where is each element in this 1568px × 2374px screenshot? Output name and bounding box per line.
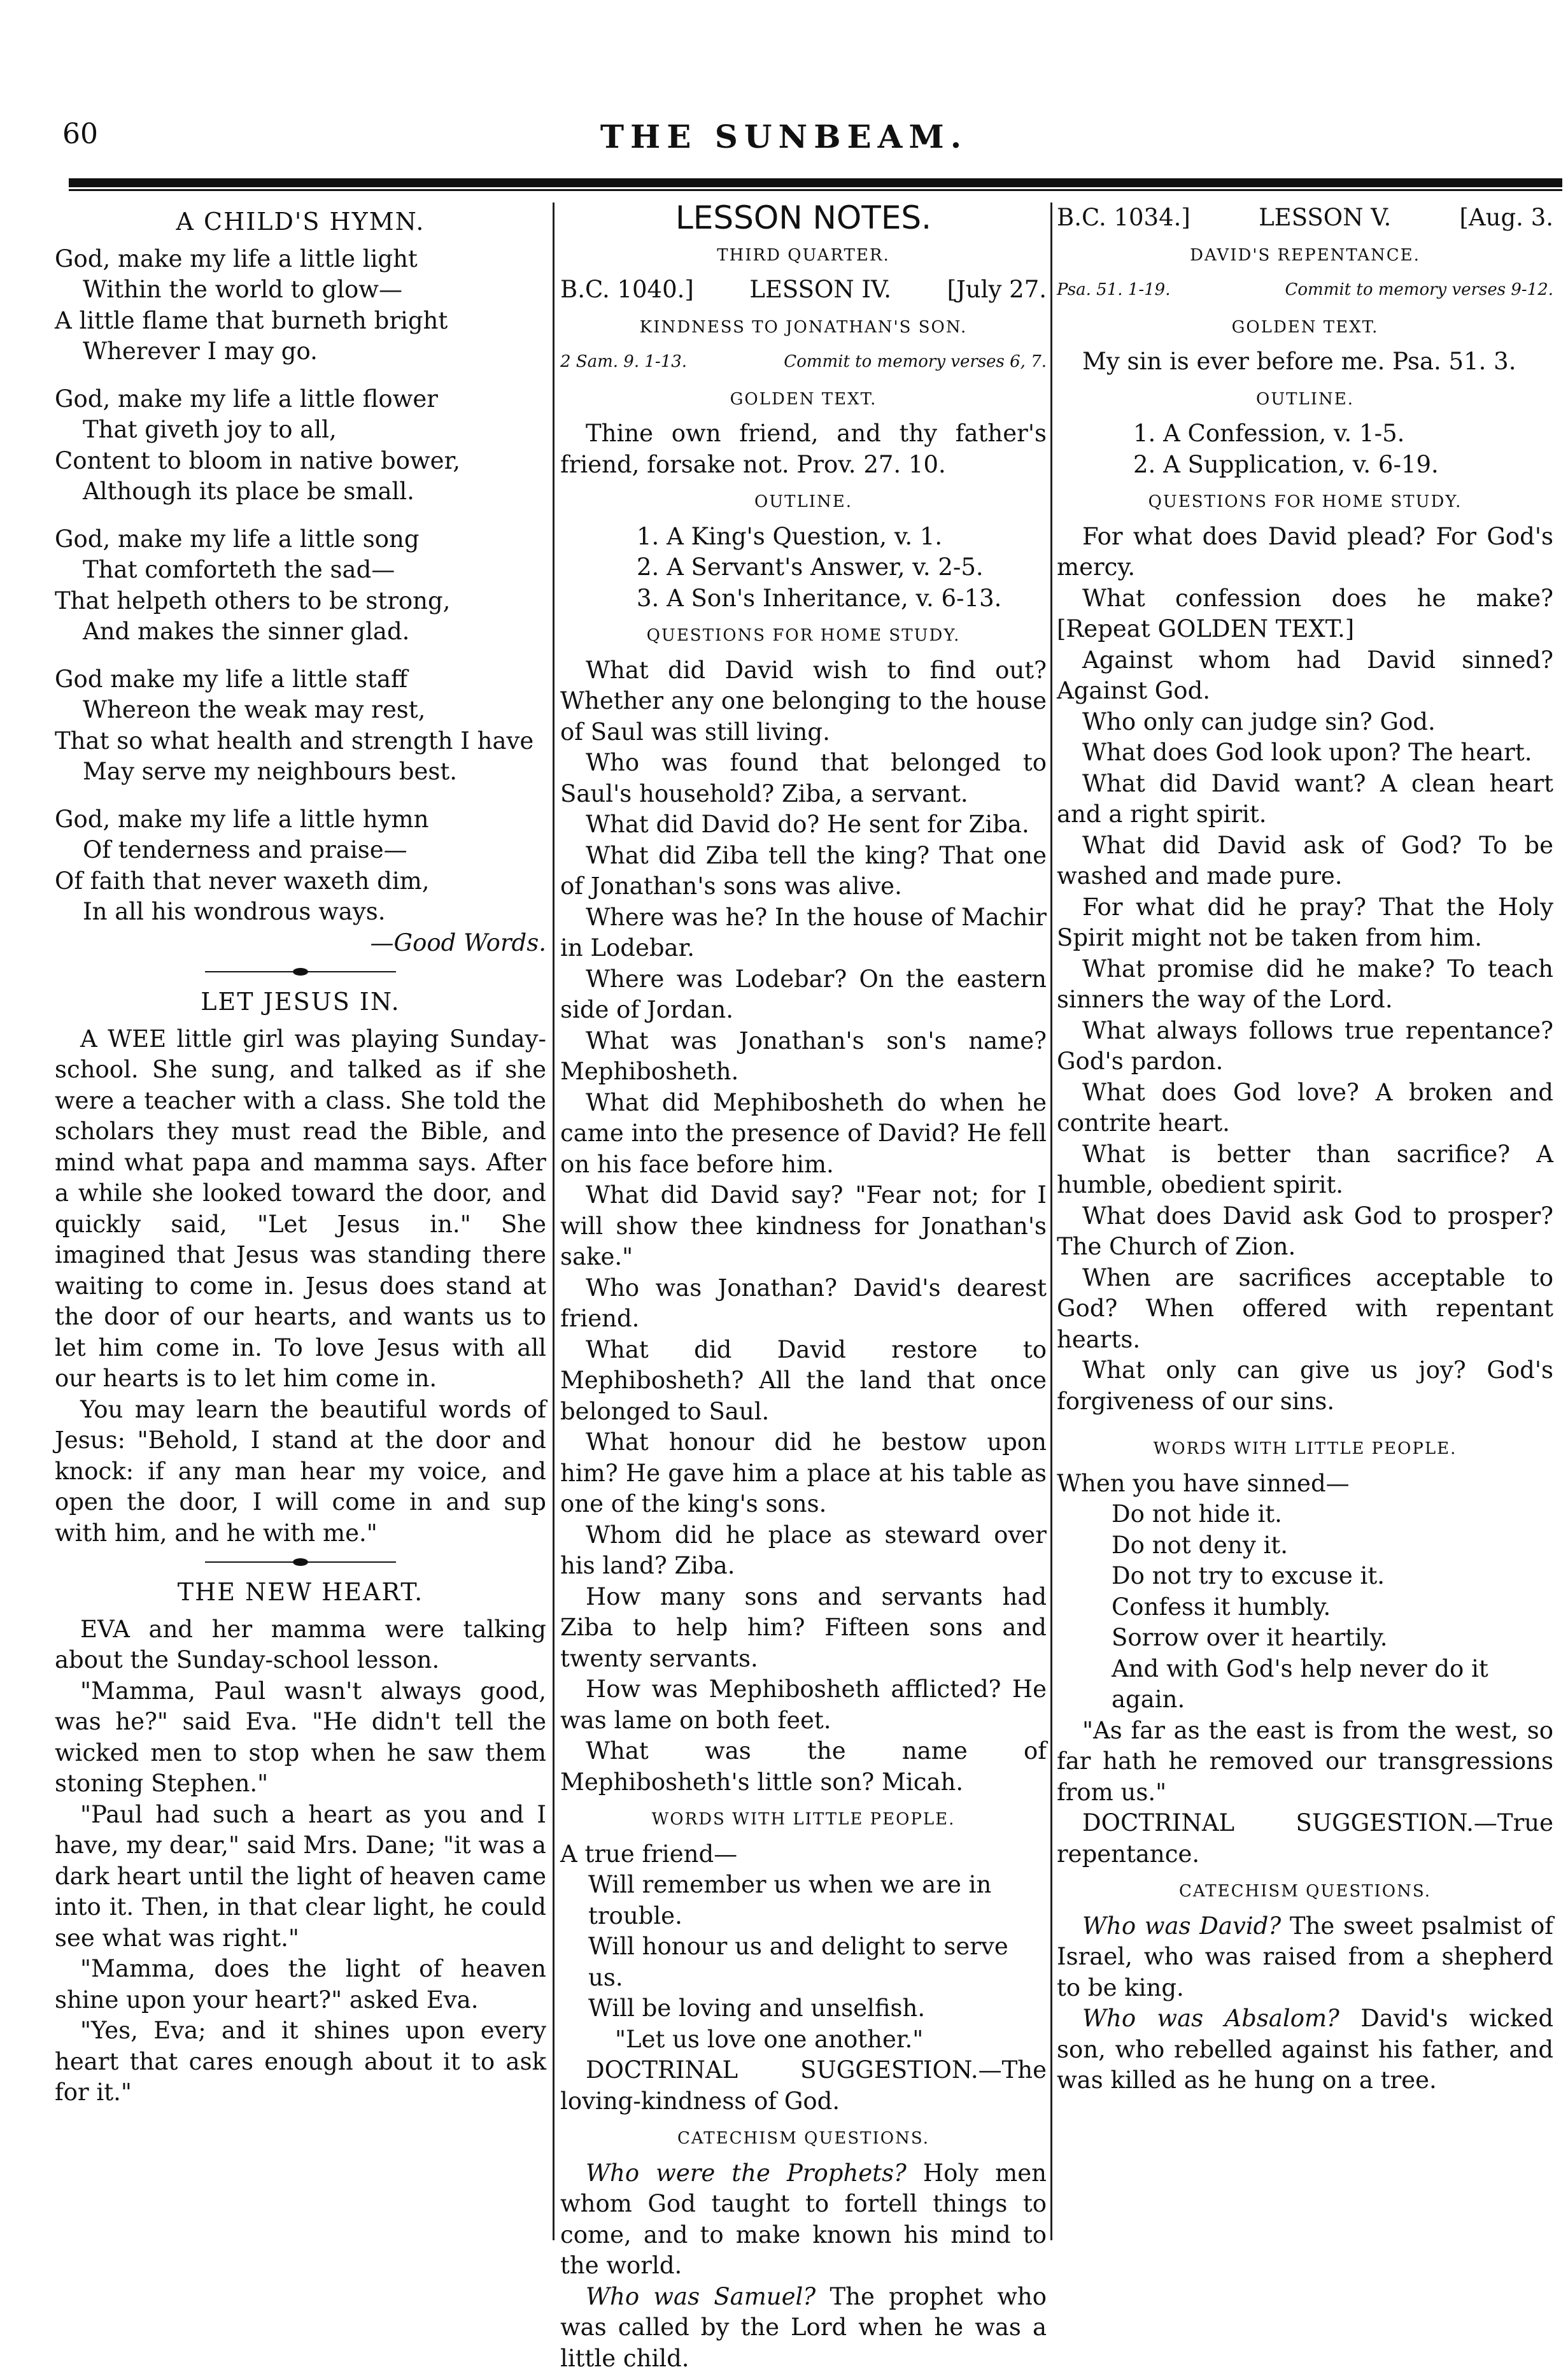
outline-item: 3. A Son's Inheritance, v. 6-13.	[637, 583, 1047, 615]
question: Where was he? In the house of Machir in Lodebar.	[560, 902, 1047, 964]
catechism-question: Who was David?	[1082, 1912, 1281, 1940]
story-paragraph: You may learn the beautiful words of Jesus: "Behold, I stand at the door and knock: if any man hear my voice, and open the door, I will come in and sup with him, and he with me."	[55, 1395, 546, 1549]
story-paragraph: "Paul had such a heart as you and I have, my dear," said Mrs. Dane; "it was a dark heart until the light of heaven came into it. Then, in that clear light, he could see what was right."	[55, 1800, 546, 1954]
story-title: LET JESUS IN.	[55, 986, 546, 1018]
question: What did David want? A clean heart and a right spirit.	[1057, 769, 1553, 830]
hymn-line: And makes the sinner glad.	[55, 616, 546, 648]
catechism-label: CATECHISM QUESTIONS.	[1057, 1876, 1553, 1907]
section-separator	[205, 1561, 396, 1563]
catechism-label: CATECHISM QUESTIONS.	[560, 2123, 1047, 2154]
header-rule	[69, 178, 1562, 187]
catechism-item	[1057, 1911, 1553, 2004]
hymn-line: God, make my life a little song	[55, 524, 546, 555]
question: How many sons and servants had Ziba to help him? Fifteen sons and twenty servants.	[560, 1582, 1047, 1675]
catechism-question: Who were the Prophets?	[586, 2159, 907, 2187]
question: What was the name of Mephibosheth's little son? Micah.	[560, 1736, 1047, 1798]
lesson-header	[560, 274, 1047, 306]
question: What did David say? "Fear not; for I will show thee kindness for Jonathan's sake."	[560, 1180, 1047, 1273]
question: What did David wish to find out? Whether any one belonging to the house of Saul was still living.	[560, 655, 1047, 748]
hymn-line: That so what health and strength I have	[55, 726, 546, 757]
question: Who was found that belonged to Saul's household? Ziba, a servant.	[560, 748, 1047, 809]
question: What is better than sacrifice? A humble, obedient spirit.	[1057, 1139, 1553, 1201]
words-line: Do not hide it.	[1057, 1499, 1553, 1530]
story-title: THE NEW HEART.	[55, 1577, 546, 1608]
column-divider	[553, 203, 554, 2240]
catechism-item	[560, 2158, 1047, 2282]
hymn-line: Wherever I may go.	[55, 336, 546, 367]
hymn-stanza	[55, 524, 546, 648]
story-paragraph: "Mamma, Paul wasn't always good, was he?" said Eva. "He didn't tell the wicked men to stop when he saw them stoning Stephen."	[55, 1676, 546, 1800]
hymn-line: Of tenderness and praise—	[55, 835, 546, 866]
question: What does David ask God to prosper? The Church of Zion.	[1057, 1201, 1553, 1263]
question: What did David restore to Mephibosheth? All the land that once belonged to Saul.	[560, 1335, 1047, 1428]
lesson-number: LESSON IV.	[749, 274, 891, 306]
words-intro: When you have sinned—	[1057, 1468, 1553, 1500]
outline-list	[560, 522, 1047, 615]
scripture-passage: 2 Sam. 9. 1-13.	[560, 346, 687, 378]
golden-text-label: GOLDEN TEXT.	[1057, 312, 1553, 343]
hymn-line: God, make my life a little flower	[55, 384, 546, 415]
lesson-subject: KINDNESS TO JONATHAN'S SON.	[560, 312, 1047, 343]
memory-verses: Commit to memory verses 6, 7.	[784, 346, 1047, 378]
question: What did Ziba tell the king? That one of Jonathan's sons was alive.	[560, 841, 1047, 902]
memory-verses: Commit to memory verses 9-12.	[1285, 274, 1554, 306]
question: When are sacrifices acceptable to God? When offered with repentant hearts.	[1057, 1263, 1553, 1356]
outline-item: 2. A Servant's Answer, v. 2-5.	[637, 552, 1047, 583]
catechism-answer: The prophet who was called by the Lord when he was a little child.	[560, 2283, 1047, 2372]
words-line: "Let us love one another."	[560, 2024, 1047, 2056]
column-right	[1057, 203, 1553, 2096]
question: What does God love? A broken and contrite heart.	[1057, 1077, 1553, 1139]
lesson-day: [Aug. 3.	[1460, 203, 1554, 234]
hymn-line: Whereon the weak may rest,	[55, 695, 546, 726]
catechism-item	[560, 2282, 1047, 2374]
question: Whom did he place as steward over his land? Ziba.	[560, 1520, 1047, 1582]
question: What does God look upon? The heart.	[1057, 737, 1553, 769]
lesson-number: LESSON V.	[1259, 203, 1391, 234]
lesson-date: B.C. 1034.]	[1057, 203, 1190, 234]
question: What did Mephibosheth do when he came into the presence of David? He fell on his face before him.	[560, 1088, 1047, 1181]
story-paragraph: "Mamma, does the light of heaven shine upon your heart?" asked Eva.	[55, 1954, 546, 2015]
scripture-reference	[560, 346, 1047, 378]
words-label: WORDS WITH LITTLE PEOPLE.	[560, 1804, 1047, 1835]
hymn	[55, 244, 546, 959]
outline-label: OUTLINE.	[560, 487, 1047, 518]
doctrinal-suggestion: DOCTRINAL SUGGESTION.—True repentance.	[1057, 1808, 1553, 1870]
hymn-line: God, make my life a little light	[55, 244, 546, 275]
hymn-line: That helpeth others to be strong,	[55, 586, 546, 617]
question: For what did he pray? That the Holy Spirit might not be taken from him.	[1057, 892, 1553, 954]
question: Against whom had David sinned? Against God.	[1057, 645, 1553, 707]
words-line: Will be loving and unselfish.	[560, 1993, 1047, 2024]
hymn-line: Content to bloom in native bower,	[55, 446, 546, 477]
outline-item: 1. A King's Question, v. 1.	[637, 522, 1047, 553]
header-rule-thin	[69, 189, 1562, 191]
hymn-line: That comforteth the sad—	[55, 555, 546, 586]
question: What only can give us joy? God's forgiveness of our sins.	[1057, 1355, 1553, 1417]
hymn-stanza	[55, 664, 546, 788]
page-header	[0, 118, 1568, 169]
lesson-date: B.C. 1040.]	[560, 274, 694, 306]
question: What honour did he bestow upon him? He gave him a place at his table as one of the king's sons.	[560, 1427, 1047, 1520]
question: Where was Lodebar? On the eastern side of Jordan.	[560, 964, 1047, 1026]
question: What always follows true repentance? God's pardon.	[1057, 1016, 1553, 1077]
words-line: Do not try to excuse it.	[1057, 1561, 1553, 1592]
hymn-stanza	[55, 804, 546, 928]
hymn-line: A little flame that burneth bright	[55, 306, 546, 337]
quarter-label: THIRD QUARTER.	[560, 240, 1047, 271]
hymn-line: That giveth joy to all,	[55, 415, 546, 446]
question: For what does David plead? For God's mercy.	[1057, 522, 1553, 583]
story-paragraph: A WEE little girl was playing Sunday-school. She sung, and talked as if she were a teacher with a class. She told the scholars they must read the Bible, and mind what papa and mamma says. After a while she looked toward the door, and quickly said, "Let Jesus in." She imagined that Jesus was standing there waiting to come in. Jesus does stand at the door of our hearts, and wants us to let him come in. To love Jesus with all our hearts is to let him come in.	[55, 1024, 546, 1395]
scripture-passage: Psa. 51. 1-19.	[1057, 274, 1170, 306]
question: What promise did he make? To teach sinners the way of the Lord.	[1057, 954, 1553, 1016]
questions-label: QUESTIONS FOR HOME STUDY.	[560, 620, 1047, 651]
doctrinal-suggestion: DOCTRINAL SUGGESTION.—The loving-kindness of God.	[560, 2055, 1047, 2117]
words-line: Will remember us when we are in trouble.	[560, 1870, 1047, 1931]
outline-list	[1057, 418, 1553, 480]
question: What did David ask of God? To be washed and made pure.	[1057, 830, 1553, 892]
lesson-day: [July 27.	[947, 274, 1047, 306]
words-quote: "As far as the east is from the west, so far hath he removed our transgressions from us."	[1057, 1716, 1553, 1809]
question: How was Mephibosheth afflicted? He was lame on both feet.	[560, 1674, 1047, 1736]
catechism-question: Who was Absalom?	[1082, 2005, 1339, 2032]
question: Who was Jonathan? David's dearest friend.	[560, 1273, 1047, 1335]
question: Who only can judge sin? God.	[1057, 707, 1553, 738]
section-separator	[205, 971, 396, 972]
catechism-answer: Holy men whom God taught to fortell things to come, and to make known his mind to the world.	[560, 2159, 1047, 2280]
words-label: WORDS WITH LITTLE PEOPLE.	[1057, 1433, 1553, 1465]
catechism-answer: David's wicked son, who rebelled against his father, and was killed as he hung on a tree.	[1057, 2005, 1553, 2094]
column-middle	[560, 203, 1047, 2374]
hymn-line: Of faith that never waxeth dim,	[55, 866, 546, 897]
hymn-stanza	[55, 384, 546, 508]
hymn-line: God make my life a little staff	[55, 664, 546, 695]
golden-text: Thine own friend, and thy father's friend, forsake not. Prov. 27. 10.	[560, 418, 1047, 480]
words-line: Will honour us and delight to serve us.	[560, 1931, 1047, 1993]
masthead-title: THE SUNBEAM.	[0, 118, 1568, 155]
hymn-source: —Good Words.	[55, 928, 546, 959]
golden-text-label: GOLDEN TEXT.	[560, 384, 1047, 415]
story-paragraph: EVA and her mamma were talking about the Sunday-school lesson.	[55, 1614, 546, 1676]
hymn-line: God, make my life a little hymn	[55, 804, 546, 835]
golden-text: My sin is ever before me. Psa. 51. 3.	[1057, 346, 1553, 378]
words-line: Confess it humbly.	[1057, 1592, 1553, 1623]
question: What was Jonathan's son's name? Mephibosheth.	[560, 1026, 1047, 1088]
words-line: And with God's help never do it again.	[1057, 1654, 1553, 1716]
hymn-title: A CHILD'S HYMN.	[55, 206, 546, 238]
hymn-line: Within the world to glow—	[55, 274, 546, 306]
words-intro: A true friend—	[560, 1839, 1047, 1870]
catechism-item	[1057, 2003, 1553, 2096]
lesson-header	[1057, 203, 1553, 234]
words-line: Do not deny it.	[1057, 1530, 1553, 1561]
hymn-stanza	[55, 244, 546, 367]
page-number: 60	[62, 118, 98, 150]
hymn-line: In all his wondrous ways.	[55, 897, 546, 928]
hymn-line: May serve my neighbours best.	[55, 757, 546, 788]
lesson-subject: DAVID'S REPENTANCE.	[1057, 240, 1553, 271]
question: What did David do? He sent for Ziba.	[560, 809, 1047, 841]
column-divider	[1050, 203, 1052, 2240]
outline-label: OUTLINE.	[1057, 384, 1553, 415]
column-left	[55, 203, 546, 2108]
words-line: Sorrow over it heartily.	[1057, 1623, 1553, 1654]
questions-label: QUESTIONS FOR HOME STUDY.	[1057, 487, 1553, 518]
outline-item: 1. A Confession, v. 1-5.	[1133, 418, 1553, 450]
scripture-reference	[1057, 274, 1553, 306]
story-paragraph: "Yes, Eva; and it shines upon every heart that cares enough about it to ask for it."	[55, 2015, 546, 2108]
lesson-notes-title: LESSON NOTES.	[560, 203, 1047, 234]
question: What confession does he make? [Repeat GOLDEN TEXT.]	[1057, 583, 1553, 645]
catechism-answer: The sweet psalmist of Israel, who was raised from a shepherd to be king.	[1057, 1912, 1553, 2001]
outline-item: 2. A Supplication, v. 6-19.	[1133, 450, 1553, 481]
hymn-line: Although its place be small.	[55, 476, 546, 508]
catechism-question: Who was Samuel?	[586, 2283, 816, 2310]
